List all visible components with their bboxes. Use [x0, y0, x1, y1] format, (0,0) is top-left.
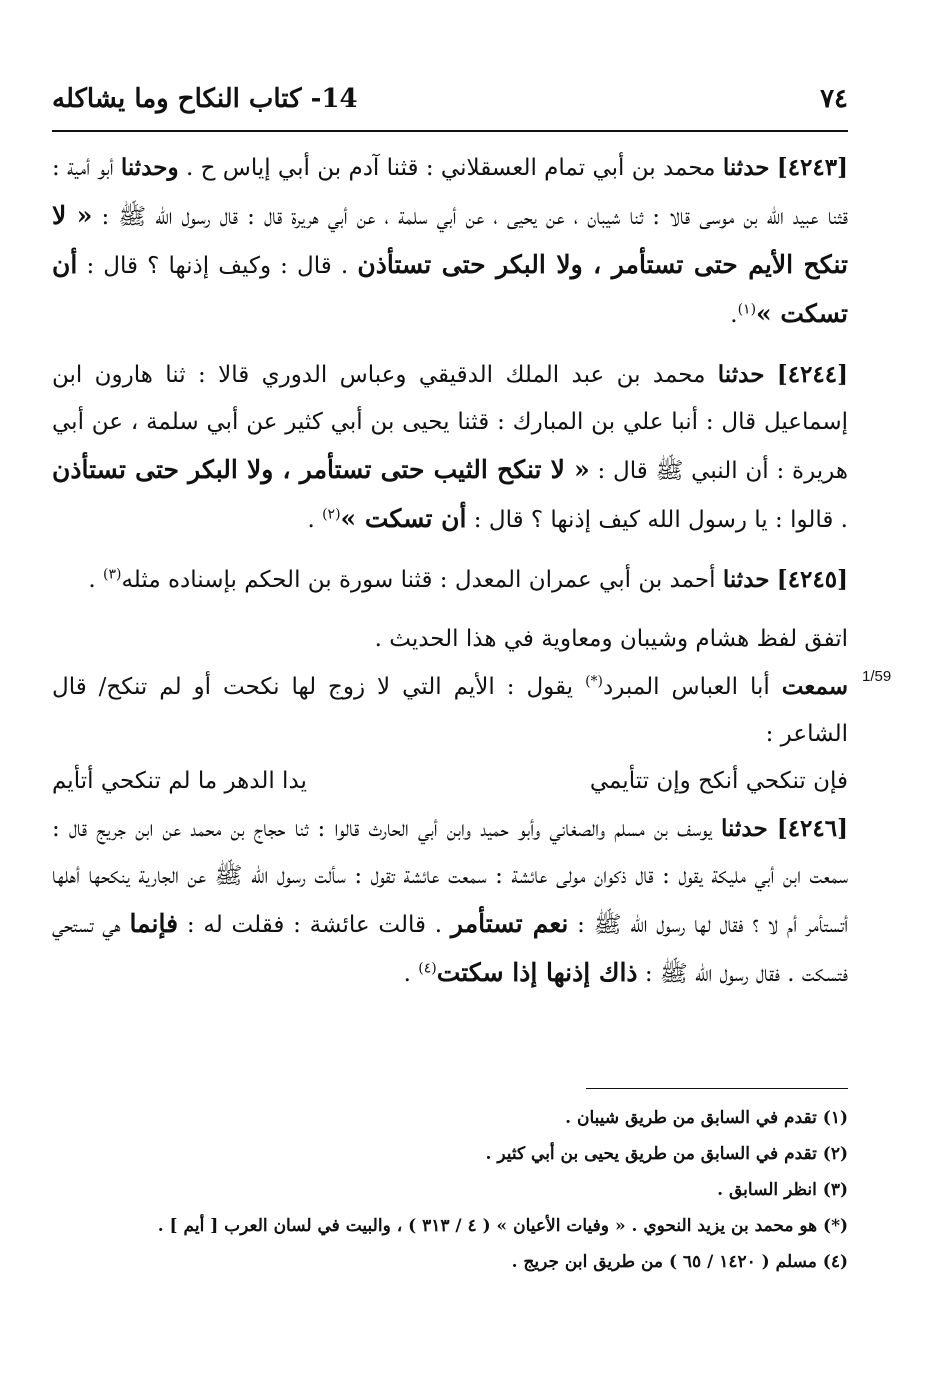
- narrator-name: أبا العباس المبرد: [603, 674, 770, 700]
- isnad-text: محمد بن أبي تمام العسقلاني : قثنا آدم بن أبي إياس ح .: [185, 155, 716, 181]
- haddathana-word: حدثنا: [717, 361, 765, 388]
- definition-text: يقول : الأيم التي لا زوج لها نكحت أو لم تنكح/ قال الشاعر :: [52, 674, 848, 747]
- wahaddathana-word: وحدثنا: [120, 154, 179, 181]
- footnote-rule: [586, 1088, 848, 1089]
- footnote-ref[interactable]: (*): [585, 673, 603, 690]
- narration-text: . قال : وكيف إذنها ؟ قال :: [86, 253, 349, 279]
- narration-text: . قالت عائشة : فقلت له :: [186, 912, 443, 938]
- page-number: ٧٤: [820, 84, 848, 114]
- hadith-number: [٤٢٤٣]: [776, 154, 849, 181]
- hadith-4245: [52, 556, 848, 604]
- samiatu-word: سمعت: [781, 673, 849, 700]
- hadith-quote: « لا تنكح الثيب حتى تستأمر ، ولا البكر حتى تستأذن: [52, 455, 590, 484]
- ittafaqa-note: اتفق لفظ هشام وشيبان ومعاوية في هذا الحديث .: [374, 626, 848, 652]
- hadith-number: [٤٢٤٦]: [776, 815, 849, 842]
- spacer: [52, 339, 848, 351]
- haddathana-word: حدثنا: [722, 154, 770, 181]
- hadith-quote: فإنما: [129, 909, 179, 938]
- margin-folio-note: 1/59: [862, 668, 892, 685]
- narration-text: . قالوا : يا رسول الله كيف إذنها ؟ قال :: [473, 507, 848, 533]
- footnote-1: (١) تقدم في السابق من طريق شيبان .: [565, 1108, 848, 1128]
- hadith-4244: [52, 351, 848, 544]
- haddathana-word: حدثنا: [722, 566, 770, 593]
- spacer: [52, 604, 848, 616]
- isnad-text: محمد بن عبد الملك الدقيقي وعباس الدوري قالا : ثنا هارون ابن إسماعيل قال : أنبا علي بن المبارك : قثنا يحيى بن أبي كثير عن أبي سلمة ، عن أبي هريرة : أن النبي ﷺ قال :: [52, 362, 848, 484]
- footnote-ref[interactable]: (٣): [102, 566, 122, 583]
- chapter-title: 14- كتاب النكاح وما يشاكله: [52, 84, 358, 114]
- main-text: [52, 144, 848, 998]
- hadith-quote: ذاك إذنها إذا سكتت: [436, 958, 638, 987]
- narration-text: هي تستحي فتسكت . فقال رسول الله ﷺ :: [52, 912, 848, 987]
- hadith-number: [٤٢٤٤]: [776, 361, 849, 388]
- footnotes: [52, 1100, 848, 1280]
- isnad-text: يوسف بن مسلم والصغاني وأبو حميد وابن أبي الحارث قالوا : ثنا حجاج بن محمد عن ابن جريج قال : سمعت ابن أبي مليكة يقول : قال ذكوان مولى عائشة : سمعت عائشة تقول : سألت رسول الله ﷺ عن الجارية ينكحها أهلها أتستأمر أم لا ؟ فقال لها رسول الله ﷺ :: [52, 816, 849, 938]
- footnote-3: (٣) انظر السابق .: [717, 1180, 848, 1200]
- poetry-verse: [52, 758, 848, 805]
- hadith-quote: « لا تنكح الأيم حتى تستأمر ، ولا البكر حتى تستأذن: [52, 201, 848, 279]
- footnote-ref[interactable]: (١): [737, 301, 757, 318]
- period: .: [403, 961, 411, 987]
- hadith-quote: أن تسكت »: [340, 504, 467, 533]
- footnote-4: (٤) مسلم ( ١٤٢٠ / ٦٥ ) من طريق ابن جريج .: [511, 1252, 848, 1272]
- footnote-ref[interactable]: (٤): [418, 960, 437, 977]
- verse-first-hemistich: فإن تنكحي أنكح وإن تتأيمي: [589, 768, 848, 794]
- verse-second-hemistich: يدا الدهر ما لم تنكحي أتأيم: [52, 768, 307, 794]
- period: .: [88, 567, 96, 593]
- hadith-quote: نعم تستأمر: [450, 909, 569, 938]
- mubarrad-quote: [52, 663, 848, 758]
- hadith-quote: أن تسكت »: [52, 250, 848, 328]
- period: .: [307, 507, 315, 533]
- hadith-number: [٤٢٤٥]: [776, 566, 848, 593]
- isnad-text: أحمد بن أبي عمران المعدل : قثنا سورة بن الحكم بإسناده مثله: [121, 567, 716, 593]
- page-header: [52, 80, 848, 124]
- header-rule: [52, 130, 848, 132]
- hadith-4246: [52, 805, 848, 998]
- isnad-text: أبو أمية : قثنا عبيد الله بن موسى قالا : ثنا شيبان ، عن يحيى ، عن أبي سلمة ، عن أبي هريرة قال : قال رسول الله ﷺ :: [52, 155, 848, 230]
- footnote-star: (*) هو محمد بن يزيد النحوي . « وفيات الأعيان » ( ٤ / ٣١٣ ) ، والبيت في لسان العرب [ أيم ] .: [157, 1216, 848, 1236]
- hadith-4243: [52, 144, 848, 339]
- haddathana-word: حدثنا: [721, 815, 768, 842]
- period: .: [730, 302, 738, 328]
- spacer: [52, 544, 848, 556]
- footnote-ref[interactable]: (٢): [322, 506, 341, 523]
- footnote-2: (٢) تقدم في السابق من طريق يحيى بن أبي كثير .: [485, 1144, 848, 1164]
